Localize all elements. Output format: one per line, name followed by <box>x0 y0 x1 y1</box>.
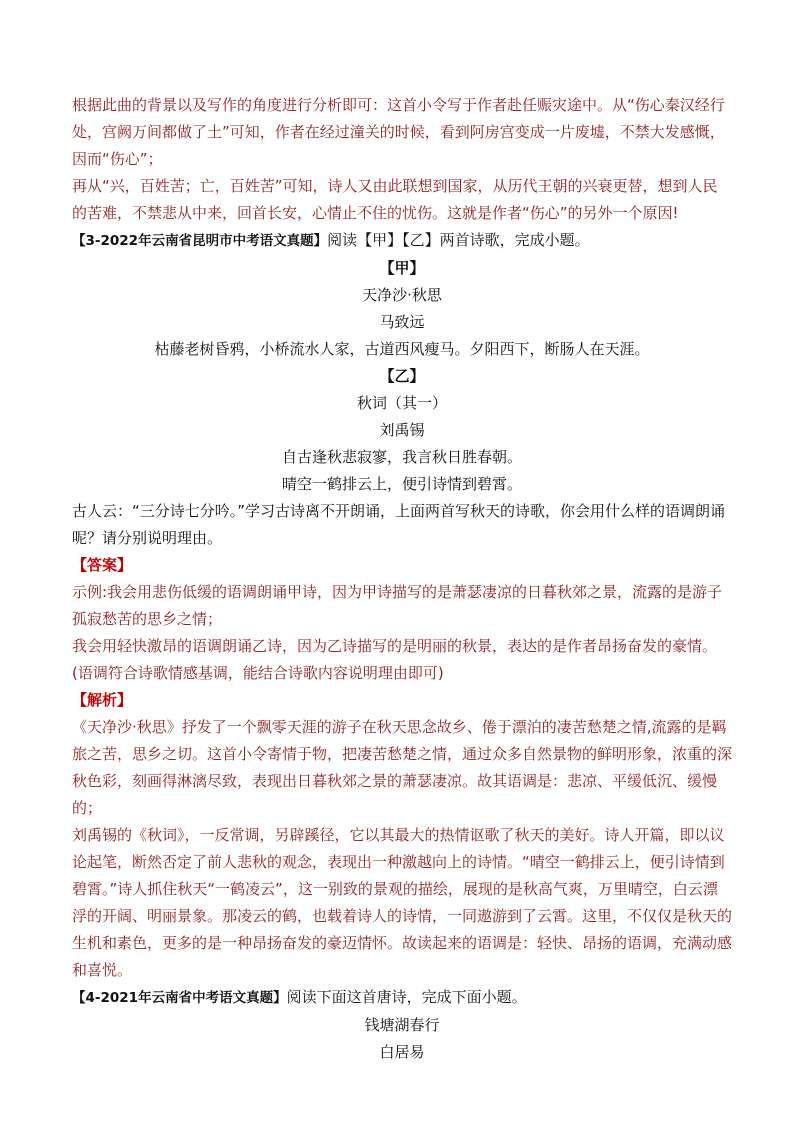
poem-c-author: 白居易 <box>379 1043 425 1061</box>
question-4-prompt: 阅读下面这首唐诗，完成下面小题。 <box>286 988 527 1006</box>
answer-paragraph-2: 我会用轻快激昂的语调朗诵乙诗，因为乙诗描写的是明丽的秋景，表达的是作者昂扬奋发的豪情。(语调符合诗歌情感基调，能结合诗歌内容说明理由即可) <box>72 637 718 682</box>
answer-paragraph-1: 示例:我会用悲伤低缓的语调朗诵甲诗，因为甲诗描写的是萧瑟凄凉的日暮秋郊之景，流露的是游子孤寂愁苦的思乡之情； <box>72 583 723 628</box>
poem-b-author: 刘禹锡 <box>379 421 425 439</box>
question-4-header <box>72 984 732 1012</box>
document-body <box>72 92 732 1066</box>
poem-c-title: 钱塘湖春行 <box>364 1016 440 1034</box>
intro-analysis-paragraph-1: 根据此曲的背景以及写作的角度进行分析即可：这首小令写于作者赴任赈灾途中。从“伤心秦汉经行处，宫阙万间都做了土”可知，作者在经过潼关的时候，看到阿房宫变成一片废墟，不禁大发感慨，因而“伤心”； <box>72 96 725 168</box>
poem-a-title: 天净沙·秋思 <box>362 286 442 304</box>
analysis-paragraph-1: 《天净沙·秋思》抒发了一个飘零天涯的游子在秋天思念故乡、倦于漂泊的凄苦愁楚之情,流露的是羁旅之苦，思乡之切。这首小令寄情于物，把凄苦愁楚之情，通过众多自然景物的鲜明形象，浓重的深秋色彩，刻画得淋漓尽致，表现出日暮秋郊之景的萧瑟凄凉。故其语调是：悲凉、平缓低沉、缓慢的； <box>72 718 733 817</box>
poem-b-title: 秋词（其一） <box>356 394 447 412</box>
poem-b-line-1: 自古逢秋悲寂寥，我言秋日胜春朝。 <box>281 448 522 466</box>
analysis-label: 【解析】 <box>72 691 133 709</box>
question-4-source: 【4-2021年云南省中考语文真题】 <box>72 990 287 1006</box>
analysis-paragraph-2: 刘禹锡的《秋词》，一反常调，另辟蹊径，它以其最大的热情讴歌了秋天的美好。诗人开篇，即以议论起笔，断然否定了前人悲秋的观念，表现出一种激越向上的诗情。“晴空一鹤排云上，便引诗情到碧霄。”诗人抓住秋天“一鹤凌云”，这一别致的景观的描绘，展现的是秋高气爽，万里晴空，白云漂浮的开阔、明丽景象。那凌云的鹤，也载着诗人的诗情，一同遨游到了云霄。这里，不仅仅是秋天的生机和素色，更多的是一种昂扬奋发的豪迈情怀。故读起来的语调是：轻快、昂扬的语调，充满动感和喜悦。 <box>72 826 733 979</box>
question-3-prompt: 阅读【甲】【乙】两首诗歌，完成小题。 <box>327 231 590 249</box>
intro-analysis-paragraph-2: 再从“兴，百姓苦；亡，百姓苦”可知，诗人又由此联想到国家，从历代王朝的兴衰更替，想到人民的苦难，不禁悲从中来，回首长安，心情止不住的忧伤。这就是作者“伤心”的另外一个原因! <box>72 177 718 222</box>
question-3-text: 古人云：“三分诗七分吟。”学习古诗离不开朗诵，上面两首写秋天的诗歌，你会用什么样的语调朗诵呢？请分别说明理由。 <box>72 502 726 547</box>
poem-b-line-2: 晴空一鹤排云上，便引诗情到碧霄。 <box>281 475 522 493</box>
question-3-header <box>72 227 732 255</box>
answer-label: 【答案】 <box>72 556 133 574</box>
poem-b-tag: 【乙】 <box>379 367 425 385</box>
poem-a-tag: 【甲】 <box>379 259 425 277</box>
question-3-source: 【3-2022年云南省昆明市中考语文真题】 <box>72 233 328 249</box>
poem-a-author: 马致远 <box>379 313 425 331</box>
poem-a-line: 枯藤老树昏鸦，小桥流水人家，古道西风瘦马。夕阳西下，断肠人在天涯。 <box>154 340 650 358</box>
